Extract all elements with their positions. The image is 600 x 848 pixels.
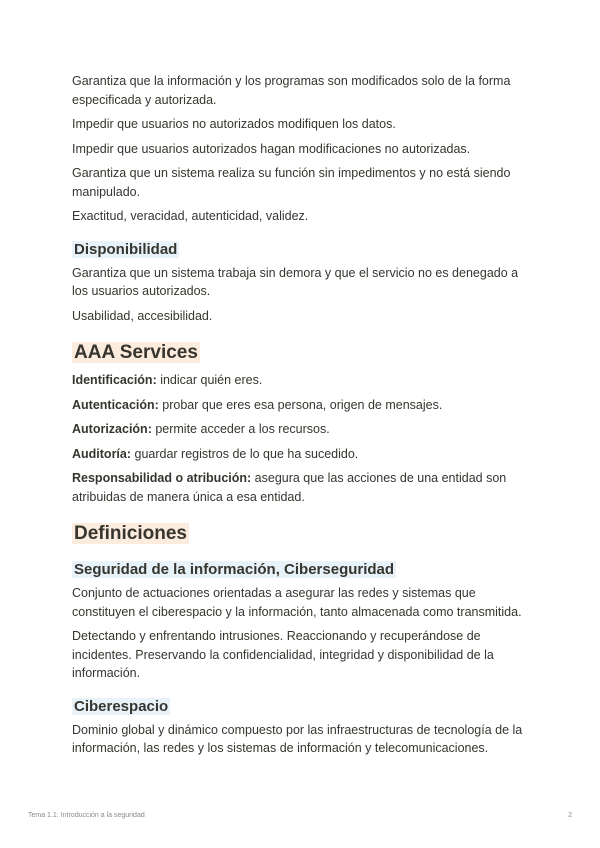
disponibilidad-paragraph-2: Usabilidad, accesibilidad. bbox=[72, 308, 213, 323]
aaa-services-heading bbox=[72, 341, 528, 365]
disponibilidad-paragraph-1: Garantiza que un sistema trabaja sin demora y que el servicio no es denegado a los usuarios autorizados. bbox=[72, 265, 519, 298]
aaa-desc: permite acceder a los recursos. bbox=[151, 422, 330, 436]
integridad-paragraph-1: Garantiza que la información y los programas son modificados solo de la forma especificada y autorizada. bbox=[72, 74, 511, 107]
integridad-paragraph-5: Exactitud, veracidad, autenticidad, validez. bbox=[72, 209, 309, 223]
footer-title: Tema 1.1: Introducción a la seguridad bbox=[28, 812, 145, 819]
integridad-paragraph-3: Impedir que usuarios autorizados hagan modificaciones no autorizadas. bbox=[72, 141, 471, 156]
disponibilidad-heading bbox=[72, 240, 528, 260]
aaa-item-auditoria bbox=[72, 445, 528, 464]
aaa-term: Autenticación: bbox=[72, 397, 159, 412]
page-content bbox=[72, 72, 528, 764]
aaa-item-identificacion bbox=[72, 371, 528, 390]
page-number: 2 bbox=[568, 812, 572, 819]
seguridad-heading bbox=[72, 560, 528, 580]
ciberespacio-paragraph-1: Dominio global y dinámico compuesto por las infraestructuras de tecnología de la información, las redes y los sistemas de información y telecomunicaciones. bbox=[72, 722, 523, 755]
aaa-desc: asegura que las acciones de una entidad son atribuidas de manera única a esa entidad. bbox=[72, 471, 507, 504]
aaa-term: Responsabilidad o atribución: bbox=[72, 471, 252, 485]
aaa-term: Auditoría: bbox=[72, 446, 132, 461]
ciberespacio-heading bbox=[72, 697, 528, 717]
seguridad-paragraph-1: Conjunto de actuaciones orientadas a asegurar las redes y sistemas que constituyen el ciberespacio y la información, tanto almacenada como transmitida. bbox=[72, 586, 522, 619]
aaa-term: Autorización: bbox=[72, 422, 152, 436]
aaa-item-autenticacion bbox=[72, 396, 528, 415]
integridad-paragraph-2: Impedir que usuarios no autorizados modifiquen los datos. bbox=[72, 117, 396, 131]
aaa-services-heading-text: AAA Services bbox=[74, 342, 198, 363]
aaa-desc: guardar registros de lo que ha sucedido. bbox=[131, 446, 359, 461]
disponibilidad-heading-text: Disponibilidad bbox=[74, 240, 178, 258]
aaa-item-responsabilidad bbox=[72, 469, 528, 506]
aaa-desc: indicar quién eres. bbox=[156, 373, 263, 387]
definiciones-heading-text: Definiciones bbox=[74, 523, 187, 544]
aaa-desc: probar que eres esa persona, origen de mensajes. bbox=[158, 397, 443, 412]
definiciones-heading bbox=[72, 522, 528, 546]
aaa-item-autorizacion bbox=[72, 420, 528, 439]
aaa-term: Identificación: bbox=[72, 373, 157, 387]
seguridad-heading-text: Seguridad de la información, Ciberseguridad bbox=[74, 561, 395, 578]
integridad-paragraph-4: Garantiza que un sistema realiza su función sin impedimentos y no está siendo manipulado. bbox=[72, 166, 511, 199]
seguridad-paragraph-2: Detectando y enfrentando intrusiones. Reaccionando y recuperándose de incidentes. Preservando la confidencialidad, integridad y disponibilidad de la información. bbox=[72, 629, 494, 680]
ciberespacio-heading-text: Ciberespacio bbox=[74, 697, 169, 715]
